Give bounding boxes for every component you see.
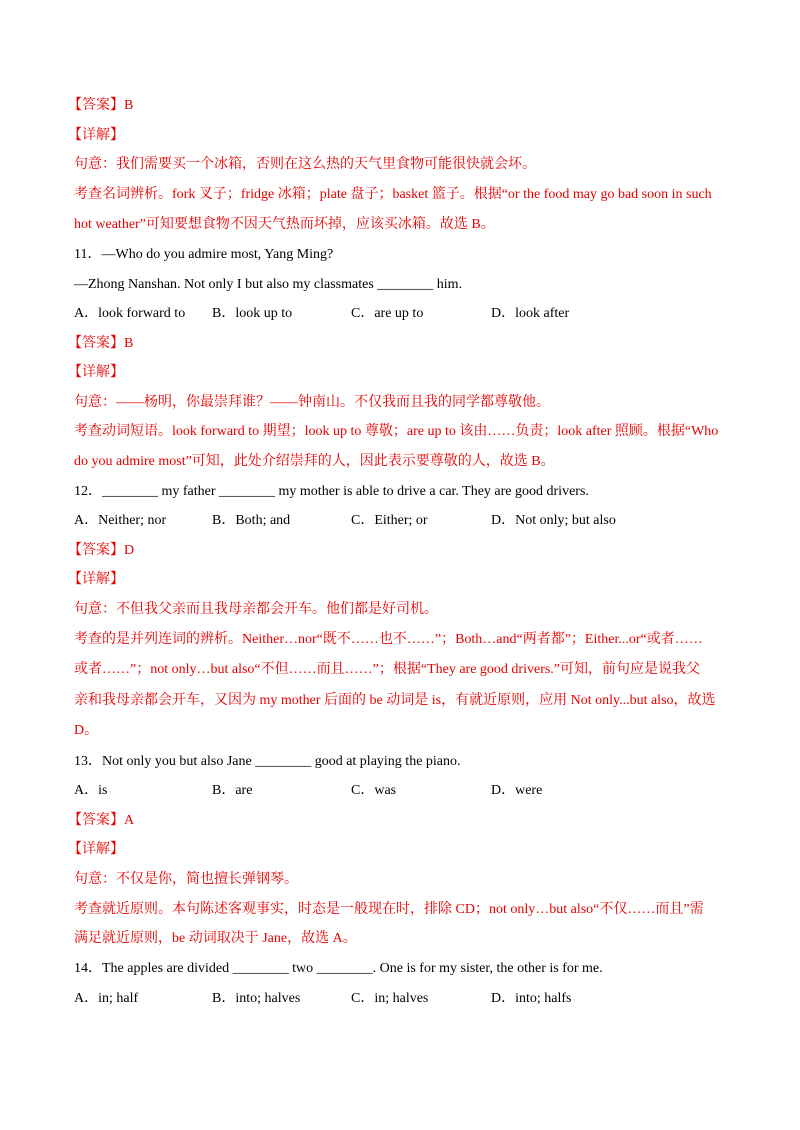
q13-meaning: 句意：不仅是你，简也擅长弹钢琴。 xyxy=(74,872,298,887)
q11-analysis-line-2: do you admire most”可知，此处介绍崇拜的人，因此表示要尊敬的人，故选 B。 xyxy=(74,454,555,469)
q11-meaning: 句意：——杨明，你最崇拜谁？——钟南山。不仅我而且我的同学都尊敬他。 xyxy=(74,395,550,410)
q13-option-c: C．was xyxy=(351,783,397,798)
q10-meaning: 句意：我们需要买一个冰箱，否则在这么热的天气里食物可能很快就会坏。 xyxy=(74,157,536,172)
q11-option-d: D．look after xyxy=(491,306,570,321)
q10-answer: 【答案】B xyxy=(68,98,134,113)
q14-option-c: C．in; halves xyxy=(351,991,429,1006)
q11-analysis-line-1: 考查动词短语。look forward to 期望；look up to 尊敬；are up to 该由……负责；look after 照顾。根据“Who xyxy=(74,424,719,439)
q12-option-a: A．Neither; nor xyxy=(74,513,167,528)
q13-option-b: B．are xyxy=(212,783,253,798)
q11-option-b: B．look up to xyxy=(212,306,293,321)
q14-option-b: B．into; halves xyxy=(212,991,301,1006)
q12-answer: 【答案】D xyxy=(68,543,135,558)
q11-stem-line-1: 11．—Who do you admire most, Yang Ming? xyxy=(74,247,334,262)
q12-option-d: D．Not only; but also xyxy=(491,513,616,528)
q13-answer: 【答案】A xyxy=(68,813,135,828)
q10-detail-heading: 【详解】 xyxy=(68,128,124,143)
q11-option-a: A．look forward to xyxy=(74,306,186,321)
q12-option-b: B．Both; and xyxy=(212,513,291,528)
q12-analysis-line-4: D。 xyxy=(74,723,99,738)
q12-option-c: C．Either; or xyxy=(351,513,428,528)
q13-option-d: D．were xyxy=(491,783,543,798)
q14-stem: 14．The apples are divided ________ two ________. One is for my sister, the other is for me. xyxy=(74,961,603,976)
q13-option-a: A．is xyxy=(74,783,108,798)
q14-option-a: A．in; half xyxy=(74,991,139,1006)
q12-detail-heading: 【详解】 xyxy=(68,572,124,587)
q12-analysis-line-2: 或者……”；not only…but also“不但……而且……”；根据“They are good drivers.”可知，前句应是说我父 xyxy=(74,662,701,677)
q13-detail-heading: 【详解】 xyxy=(68,842,124,857)
q13-analysis-line-2: 满足就近原则，be 动词取决于 Jane，故选 A。 xyxy=(74,931,357,946)
q10-analysis-line-1: 考查名词辨析。fork 叉子；fridge 冰箱；plate 盘子；basket 篮子。根据“or the food may go bad soon in such xyxy=(74,187,712,202)
q12-meaning: 句意：不但我父亲而且我母亲都会开车。他们都是好司机。 xyxy=(74,602,438,617)
q13-stem: 13．Not only you but also Jane ________ good at playing the piano. xyxy=(74,754,461,769)
q11-answer: 【答案】B xyxy=(68,336,134,351)
q11-stem-line-2: —Zhong Nanshan. Not only I but also my classmates ________ him. xyxy=(74,277,463,292)
q12-analysis-line-1: 考查的是并列连词的辨析。Neither…nor“既不……也不……”；Both…and“两者都”；Either...or“或者…… xyxy=(74,632,703,647)
q14-option-d: D．into; halfs xyxy=(491,991,572,1006)
q11-option-c: C．are up to xyxy=(351,306,424,321)
q13-analysis-line-1: 考查就近原则。本句陈述客观事实，时态是一般现在时，排除 CD；not only…but also“不仅……而且”需 xyxy=(74,902,704,917)
q11-detail-heading: 【详解】 xyxy=(68,365,124,380)
q12-stem: 12．________ my father ________ my mother is able to drive a car. They are good drivers. xyxy=(74,484,589,499)
q10-analysis-line-2: hot weather”可知要想食物不因天气热而坏掉，应该买冰箱。故选 B。 xyxy=(74,217,495,232)
q12-analysis-line-3: 亲和我母亲都会开车，又因为 my mother 后面的 be 动词是 is，有就近原则，应用 Not only...but also，故选 xyxy=(74,693,716,708)
